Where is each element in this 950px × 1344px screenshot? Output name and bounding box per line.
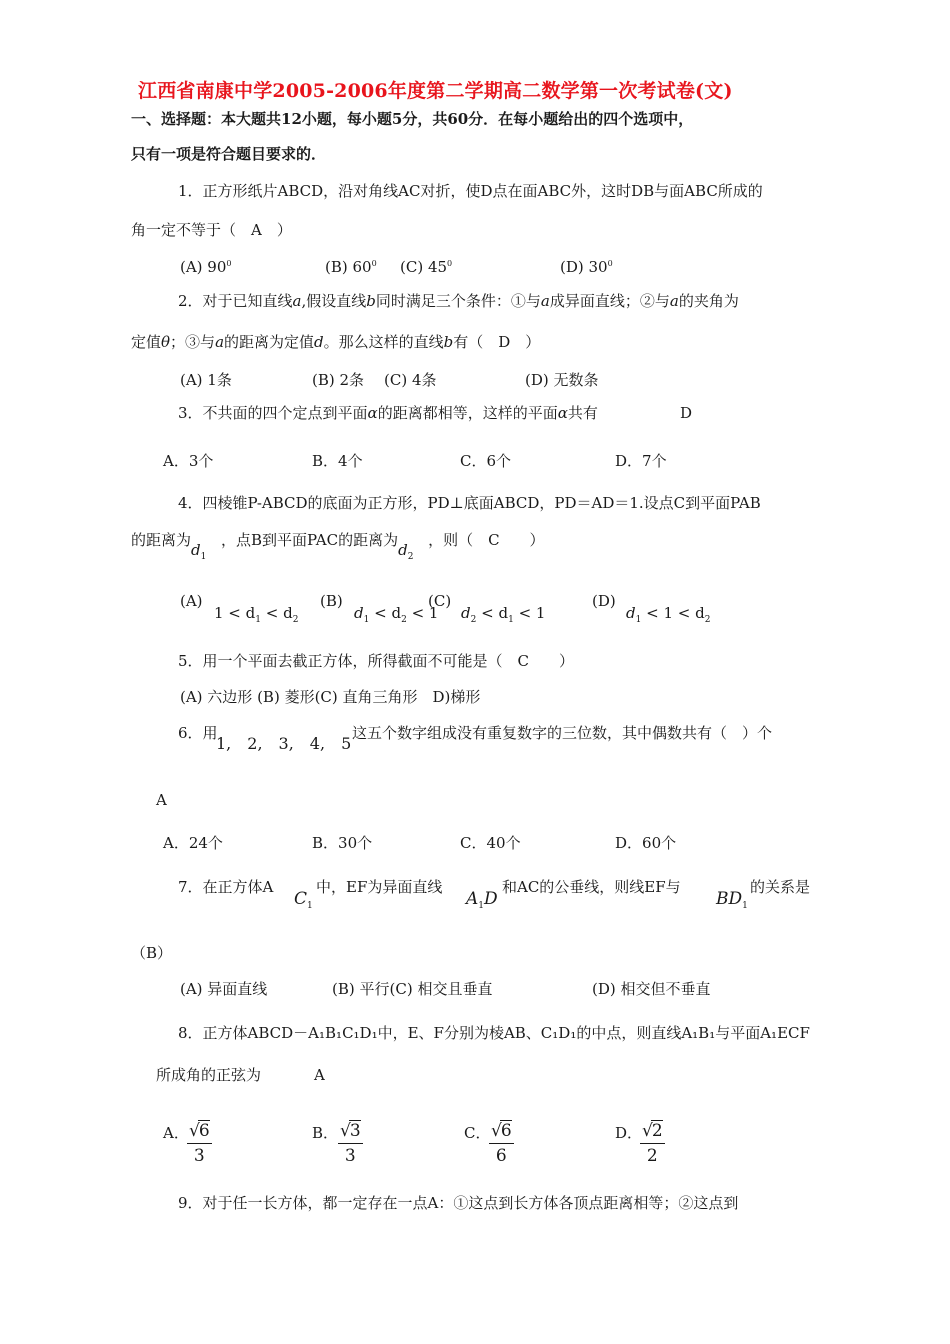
q2-option-b: (B) 2条: [312, 371, 365, 389]
q1-stem-line-2: 角一定不等于（ A ）: [131, 221, 292, 239]
q2-option-c: (C) 4条: [384, 371, 437, 389]
q7-option-bc: (B) 平行(C) 相交且垂直: [332, 980, 493, 998]
section-header-line-1: 一、选择题：本大题共12小题，每小题5分，共60分．在每小题给出的四个选项中，: [131, 110, 694, 128]
q7-stem-d: 的关系是: [750, 878, 811, 896]
q8-option-d-fraction: $\frac{√2}{2}$: [642, 1121, 663, 1166]
q8-option-c-fraction: $\frac{√6}{6}$: [491, 1121, 512, 1166]
q3-option-c: C．6个: [460, 452, 512, 470]
q4-option-d-label: (D): [592, 592, 616, 610]
section-header-line-2: 只有一项是符合题目要求的．: [131, 145, 327, 163]
q1-option-b: (B) $60^0$: [325, 258, 377, 276]
q4-option-b-label: (B): [320, 592, 343, 610]
q7-var-c1: $C_1$: [294, 889, 313, 911]
q7-answer: （B）: [131, 944, 173, 962]
q6-option-d: D．60个: [615, 834, 677, 852]
q8-option-a-label: A．: [163, 1124, 189, 1142]
q3-option-a: A．3个: [163, 452, 214, 470]
q8-stem-line-2: 所成角的正弦为: [156, 1066, 262, 1084]
q3-option-b: B．4个: [312, 452, 363, 470]
q3-option-d: D．7个: [615, 452, 667, 470]
q6-stem-suffix: 这五个数字组成没有重复数字的三位数，其中偶数共有（ ）个: [352, 724, 773, 742]
q7-option-d: (D) 相交但不垂直: [592, 980, 711, 998]
q1-option-d: (D) $30^0$: [560, 258, 613, 276]
q5-options: (A) 六边形 (B) 菱形(C) 直角三角形 D)梯形: [180, 688, 481, 706]
page-title: 江西省南康中学2005-2006年度第二学期高二数学第一次考试卷(文): [138, 80, 733, 102]
q6-option-b: B．30个: [312, 834, 373, 852]
q7-stem-b: 中，EF为异面直线: [316, 878, 443, 896]
q4-option-d-expr: $d_1 < 1 < d_2$: [626, 604, 711, 625]
q4-option-c-label: (C): [428, 592, 452, 610]
q6-answer: A: [156, 791, 167, 809]
q1-option-c: (C) $45^0$: [400, 258, 453, 276]
q8-option-d-label: D．: [615, 1124, 643, 1142]
q4-option-a-label: (A): [180, 592, 203, 610]
q4-stem-line-1: 4．四棱锥P-ABCD的底面为正方形，PD⊥底面ABCD，PD＝AD＝1.设点C到平面PAB: [178, 494, 761, 512]
q8-option-b-fraction: $\frac{√3}{3}$: [340, 1121, 361, 1166]
q2-option-a: (A) 1条: [180, 371, 232, 389]
q5-stem: 5．用一个平面去截正方体，所得截面不可能是（ C ）: [178, 652, 575, 670]
q7-var-a1d: $A_1D$: [466, 889, 498, 911]
q4-option-b-expr: $d_1 < d_2 < 1$: [354, 604, 439, 625]
q8-option-b-label: B．: [312, 1124, 339, 1142]
q7-stem-c: 和AC的公垂线，则线EF与: [502, 878, 681, 896]
q8-option-a-fraction: $\frac{√6}{3}$: [189, 1121, 210, 1166]
q4-option-c-expr: $d_2 < d_1 < 1$: [461, 604, 546, 625]
q3-answer: D: [680, 404, 693, 422]
q1-option-a: (A) $90^0$: [180, 258, 232, 276]
q8-option-c-label: C．: [464, 1124, 491, 1142]
q2-stem-line-1: 2．对于已知直线a,假设直线b同时满足三个条件：①与a成异面直线；②与a的夹角为: [178, 292, 739, 310]
q6-option-a: A．24个: [163, 834, 223, 852]
q9-stem-line-1: 9．对于任一长方体，都一定存在一点A：①这点到长方体各顶点距离相等；②这点到: [178, 1194, 739, 1212]
q4-option-a-expr: $1 < d_1 < d_2$: [214, 604, 299, 625]
q7-stem-a: 7．在正方体A: [178, 878, 274, 896]
q3-stem: 3．不共面的四个定点到平面α的距离都相等，这样的平面α共有: [178, 404, 598, 422]
q4-stem-line-2: 的距离为$d_1$，点B到平面PAC的距离为$d_2$，则（ C ）: [131, 531, 545, 562]
q6-stem-prefix: 6．用: [178, 724, 218, 742]
q1-stem-line-1: 1．正方形纸片ABCD，沿对角线AC对折，使D点在面ABC外，这时DB与面ABC所成的: [178, 182, 763, 200]
q2-stem-line-2: 定值θ；③与a的距离为定值d。那么这样的直线b有（ D ）: [131, 333, 541, 351]
q7-var-bd1: $BD_1$: [716, 889, 748, 911]
q6-digits: 1, 2, 3, 4, 5: [216, 734, 352, 753]
q6-option-c: C．40个: [460, 834, 521, 852]
q2-option-d: (D) 无数条: [525, 371, 599, 389]
q8-stem-line-1: 8．正方体ABCD－A₁B₁C₁D₁中，E、F分别为棱AB、C₁D₁的中点，则直线A₁B₁与平面A₁ECF: [178, 1024, 810, 1042]
q7-option-a: (A) 异面直线: [180, 980, 268, 998]
q8-answer: A: [314, 1066, 325, 1084]
